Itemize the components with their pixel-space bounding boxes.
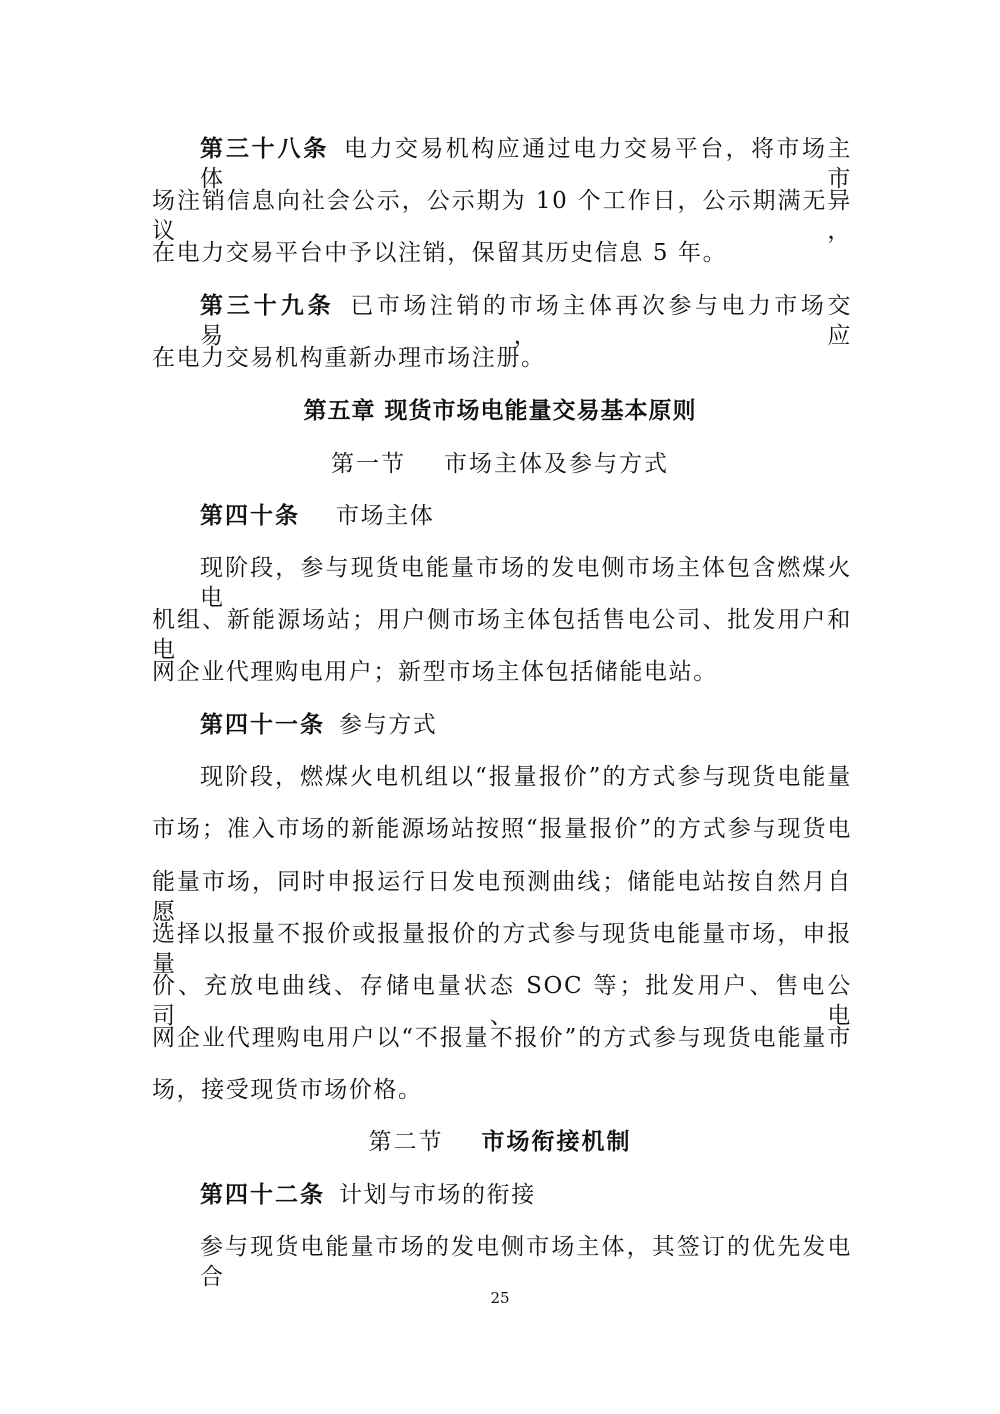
article-40-line-3: 网企业代理购电用户；新型市场主体包括储能电站。: [152, 659, 718, 685]
article-40-header: [200, 501, 852, 531]
section-2-label: 第二节: [368, 1129, 444, 1155]
article-41-header: [200, 710, 852, 740]
article-42-line-1: 参与现货电能量市场的发电侧市场主体，其签订的优先发电合: [200, 1234, 852, 1290]
article-41-title: 参与方式: [339, 712, 438, 738]
article-38-line-1: [200, 134, 853, 192]
article-41-label: 第四十一条: [200, 712, 325, 738]
article-40-line-2: 机组、新能源场站；用户侧市场主体包括售电公司、批发用户和电: [152, 607, 852, 663]
article-41-line-5: 价、充放电曲线、存储电量状态 SOC 等；批发用户、售电公司、电: [152, 973, 852, 1029]
article-42-header: [200, 1180, 852, 1210]
article-42-label: 第四十二条: [200, 1182, 325, 1208]
article-40-line-1: 现阶段，参与现货电能量市场的发电侧市场主体包含燃煤火电: [200, 555, 852, 611]
article-39-label: 第三十九条: [200, 293, 335, 319]
article-39-line-2: 在电力交易机构重新办理市场注册。: [152, 345, 546, 371]
article-40-title: 市场主体: [336, 503, 435, 529]
article-38-text-1: 电力交易机构应通过电力交易平台，将市场主体市: [200, 136, 853, 192]
page-number: 25: [490, 1289, 510, 1307]
article-38-line-2: 场注销信息向社会公示，公示期为 10 个工作日，公示期满无异议，: [152, 188, 852, 244]
article-39-line-1: [200, 291, 852, 349]
article-41-line-2: 市场；准入市场的新能源场站按照“报量报价”的方式参与现货电: [152, 816, 852, 842]
section-1-title: 市场主体及参与方式: [444, 451, 669, 477]
article-38-line-3: 在电力交易平台中予以注销，保留其历史信息 5 年。: [152, 240, 728, 266]
chapter-5-heading: 第五章 现货市场电能量交易基本原则: [303, 398, 697, 424]
section-1-heading: [0, 449, 1000, 479]
article-39-text-1: 已市场注销的市场主体再次参与电力市场交易，应: [200, 293, 852, 349]
section-2-heading: [0, 1127, 1000, 1157]
article-41-line-4: 选择以报量不报价或报量报价的方式参与现货电能量市场，申报量: [152, 921, 852, 977]
article-41-line-1: 现阶段，燃煤火电机组以“报量报价”的方式参与现货电能量: [200, 764, 852, 790]
article-40-label: 第四十条: [200, 503, 300, 529]
article-41-line-3: 能量市场，同时申报运行日发电预测曲线；储能电站按自然月自愿: [152, 869, 852, 925]
article-38-label: 第三十八条: [200, 136, 330, 162]
section-1-label: 第一节: [331, 451, 406, 477]
section-2-title: 市场衔接机制: [481, 1129, 632, 1155]
article-41-line-7: 场，接受现货市场价格。: [152, 1077, 423, 1103]
article-41-line-6: 网企业代理购电用户以“不报量不报价”的方式参与现货电能量市: [152, 1025, 852, 1051]
article-42-title: 计划与市场的衔接: [339, 1182, 536, 1208]
